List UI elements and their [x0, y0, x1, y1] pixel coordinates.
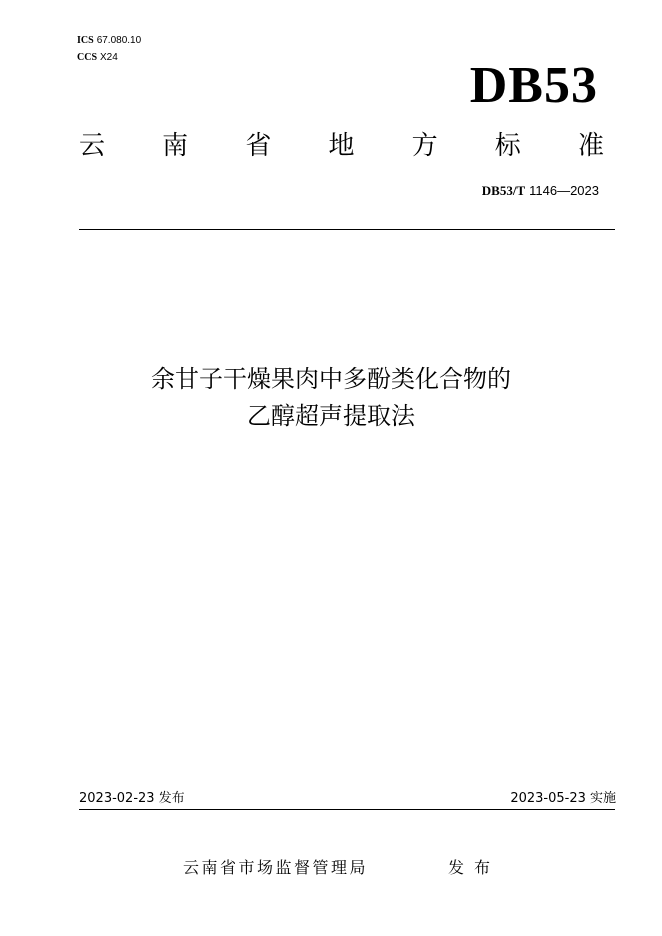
- standard-type-char: 准: [577, 131, 604, 161]
- standard-type-char: 标: [494, 131, 521, 161]
- standard-type-char: 云: [79, 131, 106, 161]
- standard-number-prefix: DB53/T: [481, 183, 526, 198]
- ics-value: 67.080.10: [96, 35, 142, 46]
- ccs-code: [77, 51, 118, 65]
- ccs-value: X24: [100, 52, 118, 63]
- publish-label: 发布: [448, 858, 501, 877]
- standard-type-char: 省: [245, 131, 272, 161]
- bottom-divider: [79, 809, 615, 810]
- standard-type-char: 南: [162, 131, 189, 161]
- standard-number-body: 1146—2023: [529, 183, 599, 198]
- standard-type-char: 方: [411, 131, 438, 161]
- publish-date: 2023-02-23 发布: [79, 791, 185, 806]
- standard-number: [482, 182, 599, 201]
- ics-code: [77, 34, 141, 48]
- document-title-line-2: 乙醇超声提取法: [247, 402, 415, 430]
- standard-type-heading: [79, 128, 604, 164]
- standard-type-char: 地: [328, 131, 355, 161]
- document-title-line-1: 余甘子干燥果肉中多酚类化合物的: [151, 365, 511, 393]
- effective-date: 2023-05-23 实施: [510, 791, 616, 806]
- issuing-authority: 云南省市场监督管理局: [183, 858, 369, 877]
- ics-label: ICS: [77, 35, 94, 46]
- ccs-label: CCS: [77, 52, 98, 63]
- db-code-logo: DB53: [469, 57, 598, 114]
- top-divider: [79, 229, 615, 230]
